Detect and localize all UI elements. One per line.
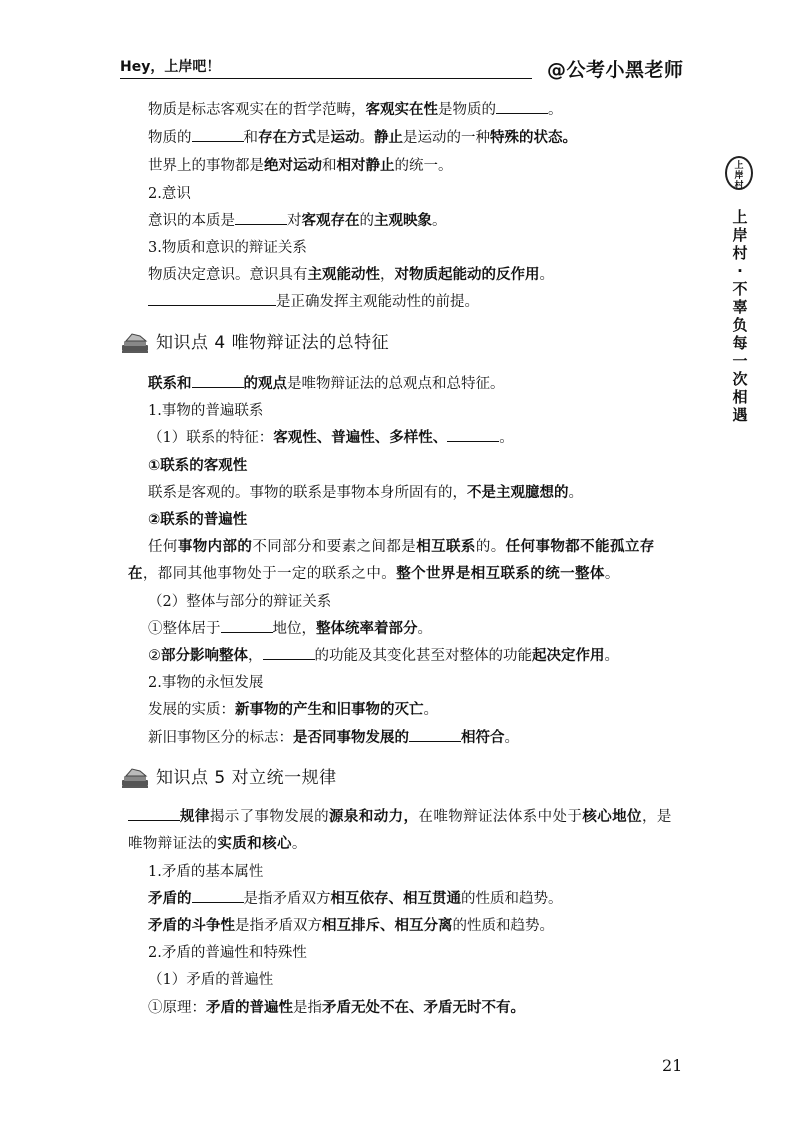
body-text: 是指 [293, 1000, 322, 1016]
body-text: 的 [359, 213, 374, 229]
slogan-char: 负 [732, 316, 748, 334]
line-18 [148, 646, 619, 666]
body-text: ② [148, 648, 161, 664]
header-greeting: Hey，上岸吧！ [120, 58, 532, 79]
emphasis-text: 相对静止 [336, 158, 395, 174]
fill-in-blank [263, 647, 315, 660]
emphasis-text: ①联系的客观性 [148, 458, 248, 474]
emphasis-text: 主观映象 [374, 213, 432, 229]
emphasis-text: 客观性、普遍性、多样性、 [273, 430, 448, 446]
emphasis-text: 矛盾的普遍性 [206, 1000, 293, 1016]
emphasis-text: 客观存在 [301, 213, 360, 229]
line-17 [148, 619, 432, 639]
body-text: 是 [316, 130, 331, 146]
body-text: 。 [568, 485, 583, 501]
line-6 [148, 238, 307, 258]
body-text: （1）联系的特征： [148, 430, 274, 446]
emphasis-text: 的观点 [243, 376, 287, 392]
emphasis-text: 特殊的状态。 [490, 130, 577, 146]
body-text: 是指矛盾双方 [243, 891, 331, 907]
emphasis-text: 矛盾的斗争性 [148, 918, 235, 934]
body-text: 联系是客观的。事物的联系是事物本身所固有的， [148, 485, 467, 501]
body-text: 的。 [475, 539, 506, 555]
line-14 [148, 510, 247, 530]
emphasis-text: 任何事物都不能孤立存在 [128, 539, 655, 582]
fill-in-blank [221, 620, 273, 633]
body-text: 3.物质和意识的辩证关系 [148, 240, 307, 256]
body-text: 不同部分和要素之间都是 [252, 539, 417, 555]
body-text: 发展的实质： [148, 702, 235, 718]
body-text: 在唯物辩证法体系中处于 [418, 809, 583, 825]
seal-char: 村 [734, 181, 744, 191]
fill-in-blank [148, 293, 276, 306]
emphasis-text: 实质和核心 [217, 836, 292, 852]
line-1 [148, 100, 563, 120]
body-text: 。 [423, 702, 438, 718]
body-text: 是运动的一种 [403, 130, 490, 146]
body-text: 。 [417, 621, 432, 637]
section-5-heading [118, 765, 337, 791]
slogan-char: 上 [732, 208, 748, 226]
seal-char: 上 [734, 161, 744, 171]
emphasis-text: 是否同事物发展的 [293, 730, 409, 746]
line-28 [148, 998, 525, 1018]
body-text: 和 [243, 130, 258, 146]
body-text: 物质决定意识。意识具有 [148, 267, 308, 283]
fill-in-blank [409, 729, 461, 742]
emphasis-text: 核心地位 [582, 809, 642, 825]
body-text: 2.意识 [148, 186, 191, 202]
para-2 [128, 804, 684, 858]
line-3 [148, 156, 453, 176]
body-text: 是指矛盾双方 [235, 918, 322, 934]
slogan-char: 相 [732, 388, 748, 406]
line-9 [148, 374, 505, 394]
emphasis-text: 不是主观臆想的 [467, 485, 569, 501]
body-text: ， [380, 267, 395, 283]
emphasis-text: 客观实在性 [365, 102, 438, 118]
emphasis-text: 源泉和动力， [329, 809, 419, 825]
emphasis-text: 事物内部的 [177, 539, 253, 555]
header-author: @公考小黑老师 [547, 59, 684, 81]
emphasis-text: 静止 [374, 130, 403, 146]
vertical-slogan [729, 208, 751, 424]
body-text: 新旧事物区分的标志： [148, 730, 293, 746]
emphasis-text: 相符合 [461, 730, 505, 746]
body-text: 1.矛盾的基本属性 [148, 864, 264, 880]
section-title: 知识点 5 对立统一规律 [156, 768, 337, 788]
body-text: 。 [359, 130, 374, 146]
line-26 [148, 943, 307, 963]
body-text: 2.事物的永恒发展 [148, 675, 264, 691]
line-11 [148, 428, 514, 448]
body-text: 和 [322, 158, 337, 174]
body-text: 。 [291, 836, 307, 852]
books-icon [118, 766, 152, 790]
body-text: 的性质和趋势。 [452, 918, 554, 934]
body-text: 的统一。 [394, 158, 453, 174]
body-text: 。 [604, 566, 620, 582]
line-19 [148, 673, 263, 693]
body-text: 地位， [272, 621, 316, 637]
line-16 [148, 592, 331, 612]
body-text: 。 [604, 648, 619, 664]
emphasis-text: 矛盾无处不在、矛盾无时不有。 [322, 1000, 525, 1016]
slogan-char: 一 [732, 352, 748, 370]
emphasis-text: 相互排斥、相互分离 [322, 918, 453, 934]
fill-in-blank [447, 429, 499, 442]
slogan-char: 不 [732, 280, 748, 298]
body-text: 物质是标志客观实在的哲学范畴， [148, 102, 366, 118]
slogan-char: 次 [732, 370, 748, 388]
emphasis-text: 相互联系 [416, 539, 476, 555]
body-text: （2）整体与部分的辩证关系 [148, 594, 332, 610]
slogan-char: · [737, 262, 743, 280]
body-text: 的性质和趋势。 [461, 891, 563, 907]
emphasis-text: 联系和 [148, 376, 192, 392]
slogan-char: 岸 [732, 226, 748, 244]
para-1 [128, 534, 684, 588]
slogan-char: 辜 [732, 298, 748, 316]
emphasis-text: 整个世界是相互联系的统一整体 [396, 566, 605, 582]
line-20 [148, 700, 438, 720]
emphasis-text: 对物质起能动的反作用 [394, 267, 540, 283]
emphasis-text: 相互依存、相互贯通 [330, 891, 461, 907]
emphasis-text: ②联系的普遍性 [148, 512, 248, 528]
body-text: 。 [548, 102, 563, 118]
emphasis-text: 运动 [330, 130, 360, 146]
body-text: 。 [504, 730, 519, 746]
line-5 [148, 211, 447, 231]
body-text: 是物质的 [438, 102, 496, 118]
emphasis-text: 部分影响整体 [161, 648, 248, 664]
fill-in-blank [128, 808, 180, 821]
fill-in-blank [192, 890, 244, 903]
body-text: 是正确发挥主观能动性的前提。 [276, 294, 479, 310]
emphasis-text: 新事物的产生和旧事物的灭亡 [235, 702, 424, 718]
line-12 [148, 456, 247, 476]
line-7 [148, 265, 554, 285]
line-25 [148, 916, 554, 936]
fill-in-blank [192, 129, 244, 142]
body-text: 。 [499, 430, 514, 446]
emphasis-text: 主观能动性 [307, 267, 380, 283]
body-text: 物质的 [148, 130, 192, 146]
body-text: 2.矛盾的普遍性和特殊性 [148, 945, 307, 961]
line-8 [148, 292, 479, 312]
slogan-char: 村 [732, 244, 748, 262]
body-text: 。 [539, 267, 554, 283]
line-2 [148, 128, 577, 148]
body-text: 世界上的事物都是 [148, 158, 264, 174]
body-text: ①整体居于 [148, 621, 221, 637]
body-text: 是唯物辩证法的总观点和总特征。 [287, 376, 505, 392]
body-text: ， [248, 648, 263, 664]
line-4 [148, 184, 191, 204]
section-title: 知识点 4 唯物辩证法的总特征 [156, 333, 390, 353]
body-text: ，都同其他事物处于一定的联系之中。 [142, 566, 397, 582]
body-text: ①原理： [148, 1000, 206, 1016]
body-text: 。 [432, 213, 447, 229]
body-text: ，是唯物辩证法的 [128, 809, 672, 852]
section-4-heading [118, 330, 389, 356]
seal-char: 岸 [734, 171, 744, 181]
slogan-char: 遇 [732, 406, 748, 424]
body-text: 1.事物的普遍联系 [148, 403, 264, 419]
body-text: 意识的本质是 [148, 213, 235, 229]
emphasis-text: 整体统率着部分 [316, 621, 418, 637]
fill-in-blank [496, 101, 548, 114]
line-23 [148, 862, 263, 882]
body-text: （1）矛盾的普遍性 [148, 972, 274, 988]
body-text: 的功能及其变化甚至对整体的功能 [314, 648, 532, 664]
books-icon [118, 331, 152, 355]
seal-logo [725, 156, 753, 190]
line-10 [148, 401, 263, 421]
page-number: 21 [662, 1056, 683, 1075]
line-24 [148, 889, 563, 909]
fill-in-blank [192, 375, 244, 388]
body-text: 对 [287, 213, 302, 229]
emphasis-text: 矛盾的 [148, 891, 192, 907]
body-text: 揭示了事物发展的 [209, 809, 330, 825]
body-text: 任何 [148, 539, 178, 555]
emphasis-text: 存在方式 [258, 130, 316, 146]
emphasis-text: 绝对运动 [264, 158, 322, 174]
line-21 [148, 728, 519, 748]
slogan-char: 每 [732, 334, 748, 352]
line-13 [148, 483, 583, 503]
fill-in-blank [235, 212, 287, 225]
emphasis-text: 规律 [180, 809, 210, 825]
emphasis-text: 起决定作用 [532, 648, 605, 664]
line-27 [148, 970, 273, 990]
